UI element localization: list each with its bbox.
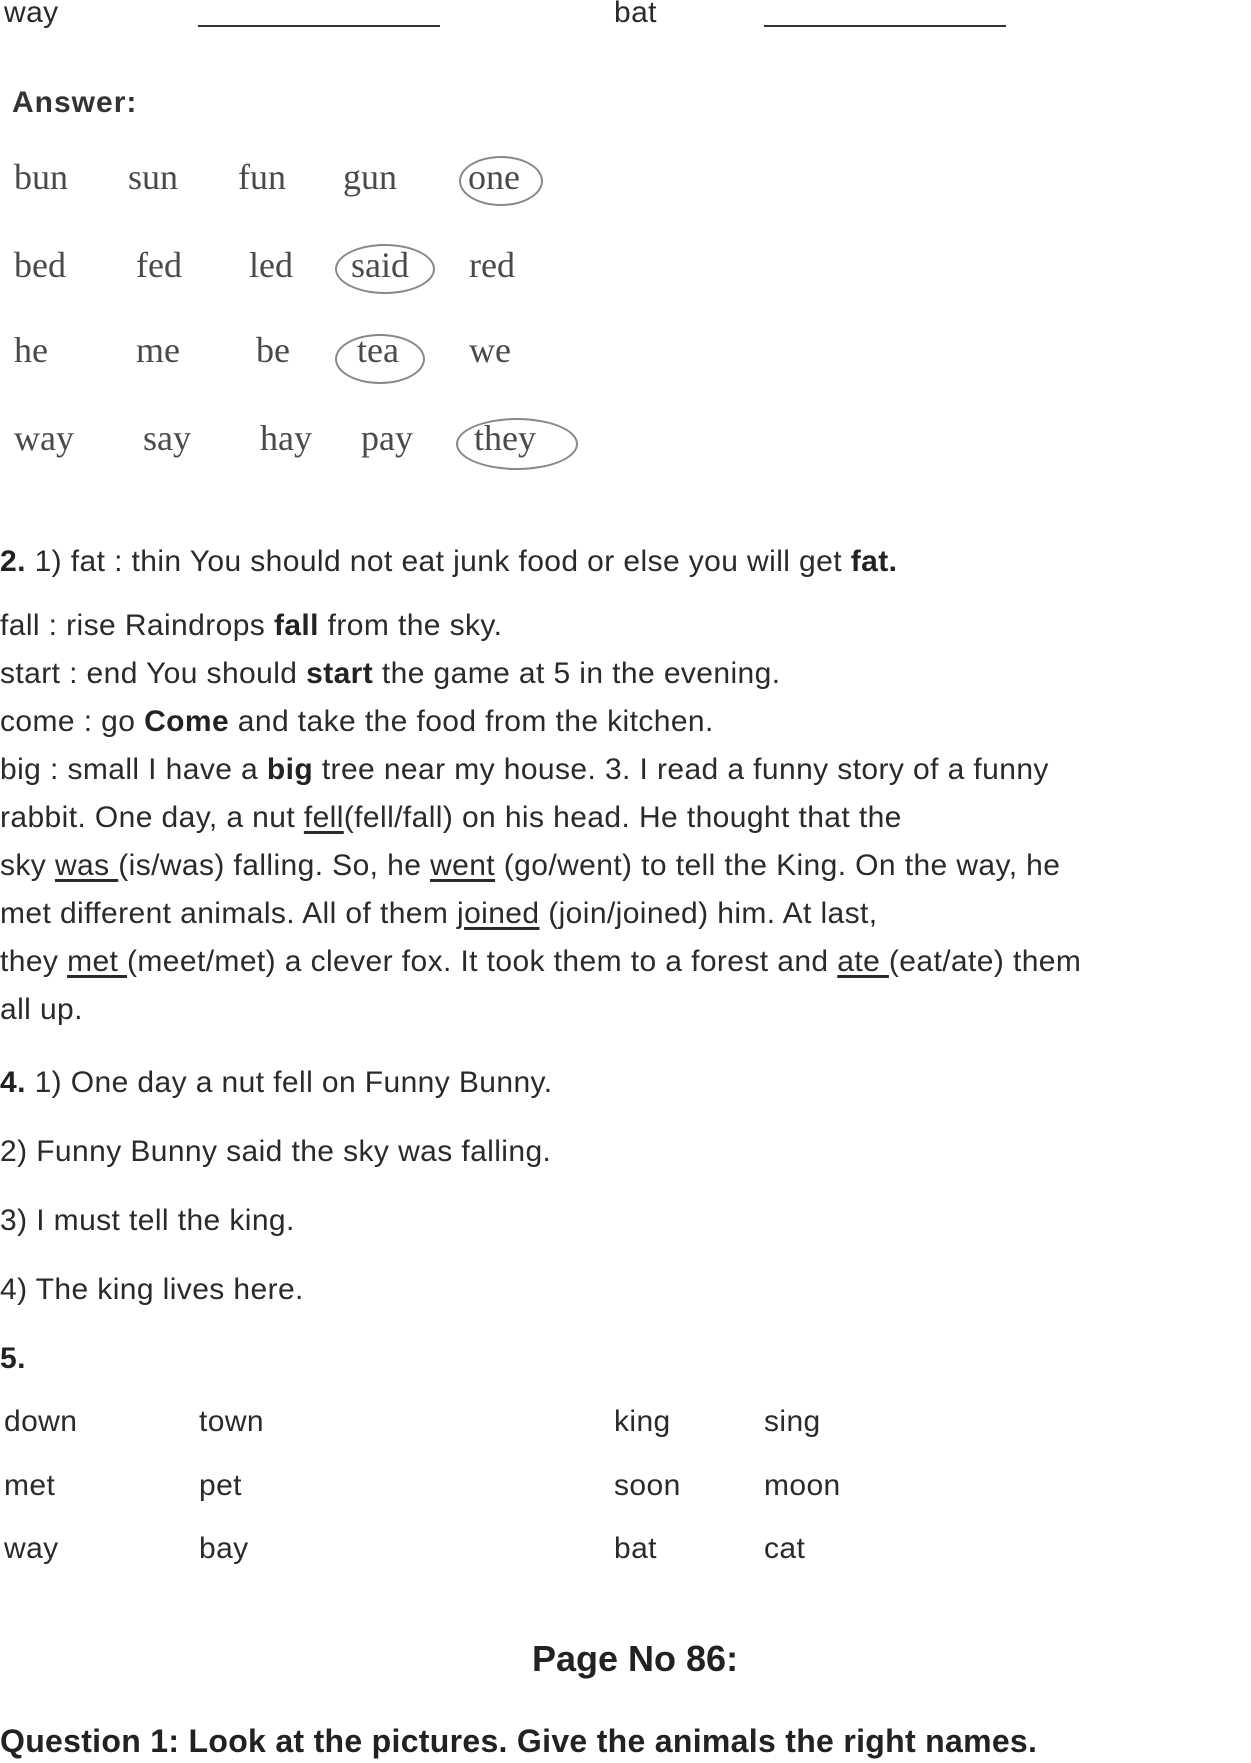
rhyme-word: down	[4, 1405, 78, 1438]
text: they	[0, 945, 59, 978]
rhyme-word: bay	[199, 1532, 249, 1565]
text: start : end You should	[0, 657, 298, 690]
q4-line1-text: 1) One day a nut fell on Funny Bunny.	[34, 1066, 553, 1099]
text: big : small I have a	[0, 753, 259, 786]
rhyme-word: bat	[614, 1532, 657, 1565]
text: come : go	[0, 705, 136, 738]
q2-number: 2.	[0, 545, 26, 578]
top-word-way: way	[4, 0, 59, 29]
word: fun	[238, 157, 286, 197]
word: bed	[14, 245, 66, 285]
q2-line1-text: 1) fat : thin You should not eat junk food or else you will get	[34, 545, 842, 578]
q3-line5	[0, 938, 1251, 986]
text: (eat/ate) them	[888, 945, 1082, 978]
text: tree near my house. 3. I read a funny story of a funny	[321, 753, 1049, 786]
q4-line1	[0, 1066, 552, 1100]
q2-line1	[0, 545, 897, 579]
answer-blank-1	[198, 25, 440, 27]
text: from the sky.	[327, 609, 503, 642]
text: met different animals. All of them	[0, 897, 449, 930]
circled-word: one	[468, 157, 520, 197]
q2-fall-line	[0, 602, 1251, 650]
page-number-heading: Page No 86:	[532, 1638, 739, 1679]
underlined-answer: joined	[457, 897, 540, 930]
bold-word: start	[306, 657, 374, 690]
word: gun	[343, 157, 397, 197]
text: sky	[0, 849, 47, 882]
text: (join/joined) him. At last,	[548, 897, 878, 930]
circled-word: tea	[357, 330, 399, 370]
underlined-answer: went	[430, 849, 496, 882]
q3-line3	[0, 842, 1251, 890]
q2-big-line	[0, 746, 1251, 794]
text: rabbit. One day, a nut	[0, 801, 296, 834]
text: (meet/met) a clever fox. It took them to a forest and	[127, 945, 829, 978]
circled-word: said	[351, 245, 409, 285]
text: (is/was) falling. So, he	[118, 849, 422, 882]
answers-paragraph	[0, 602, 1251, 1034]
q2-come-line	[0, 698, 1251, 746]
word: bun	[14, 157, 68, 197]
text: the game at 5 in the evening.	[381, 657, 781, 690]
q4-number: 4.	[0, 1066, 26, 1099]
top-word-bat: bat	[614, 0, 657, 29]
rhyme-word: cat	[764, 1532, 806, 1565]
underlined-answer: was	[54, 849, 119, 882]
answer-label: Answer:	[12, 86, 138, 119]
word: pay	[361, 418, 413, 458]
word: sun	[128, 157, 179, 197]
q3-line6	[0, 986, 1251, 1034]
word: fed	[136, 245, 182, 285]
question-1-heading: Question 1: Look at the pictures. Give the animals the right names.	[0, 1723, 1038, 1759]
q4-line2: 2) Funny Bunny said the sky was falling.	[0, 1135, 552, 1168]
word: say	[143, 418, 191, 458]
underlined-answer: met	[67, 945, 128, 978]
rhyme-word: way	[4, 1532, 59, 1565]
q3-line2	[0, 794, 1251, 842]
word: we	[469, 330, 511, 370]
word: me	[136, 330, 180, 370]
rhyme-word: sing	[764, 1405, 821, 1438]
rhyme-word: soon	[614, 1469, 681, 1502]
bold-word: fall	[273, 609, 319, 642]
answer-blank-2	[764, 25, 1006, 27]
word: he	[14, 330, 48, 370]
circled-word: they	[474, 418, 536, 458]
q4-line3: 3) I must tell the king.	[0, 1204, 295, 1237]
rhyme-word: town	[199, 1405, 264, 1438]
underlined-answer: fell	[303, 801, 344, 834]
word: way	[14, 418, 74, 458]
underlined-answer: ate	[837, 945, 889, 978]
q5-number: 5.	[0, 1342, 26, 1375]
rhyme-word: king	[614, 1405, 671, 1438]
bold-word: Come	[144, 705, 230, 738]
q4-line4: 4) The king lives here.	[0, 1273, 304, 1306]
q2-start-line	[0, 650, 1251, 698]
rhyme-word: pet	[199, 1469, 242, 1502]
word: red	[469, 245, 515, 285]
text: fall : rise Raindrops	[0, 609, 266, 642]
text: and take the food from the kitchen.	[237, 705, 714, 738]
q2-line1-bold: fat.	[850, 545, 898, 578]
q3-line4	[0, 890, 1251, 938]
bold-word: big	[266, 753, 314, 786]
word: hay	[260, 418, 312, 458]
word: be	[256, 330, 290, 370]
text: (fell/fall) on his head. He thought that the	[343, 801, 902, 834]
rhyme-word: moon	[764, 1469, 841, 1502]
rhyme-word: met	[4, 1469, 56, 1502]
text: all up.	[0, 993, 83, 1026]
text: (go/went) to tell the King. On the way, he	[503, 849, 1061, 882]
word: led	[249, 245, 293, 285]
